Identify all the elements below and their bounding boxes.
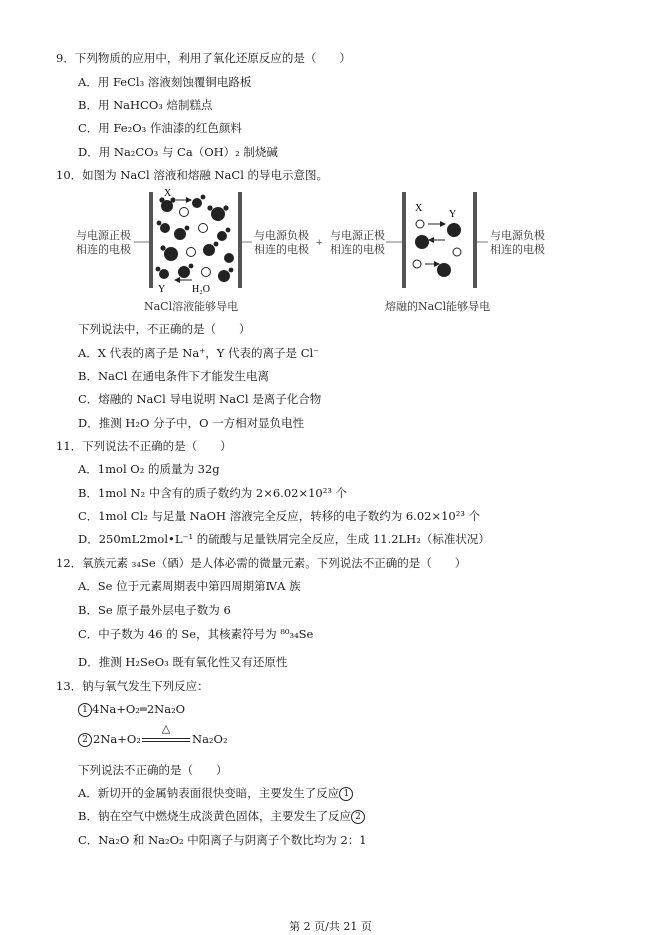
q10-option-d: D．推测 H₂O 分子中，O 一方相对显负电性	[78, 416, 305, 430]
reaction-2-marker: 2	[78, 733, 92, 747]
y-label-left: Y	[158, 284, 166, 294]
electrolysis-diagram	[72, 184, 552, 294]
q10-option-a: A．X 代表的离子是 Na⁺，Y 代表的离子是 Cl⁻	[78, 346, 320, 360]
caption-molten: 熔融的NaCl能够导电	[385, 300, 491, 313]
q12-option-b: B．Se 原子最外层电子数为 6	[78, 603, 231, 617]
q11-option-d: D．250mL2mol•L⁻¹ 的硫酸与足量铁屑完全反应，生成 11.2LH₂（标准状况）	[78, 532, 490, 546]
caption-solution: NaCl溶液能够导电	[144, 300, 239, 313]
left-pos-label-1: 与电源正极	[76, 229, 131, 242]
x-label-left: X	[164, 188, 172, 199]
q11-option-c: C．1mol Cl₂ 与足量 NaOH 溶液完全反应，转移的电子数约为 6.02×10²³ 个	[78, 509, 481, 523]
q11-stem: 11．下列说法不正确的是（ ）	[56, 439, 232, 453]
reaction-2-product: Na₂O₂	[192, 732, 228, 746]
left-neg-label-1: 与电源负极	[254, 229, 309, 242]
q9-option-a: A．用 FeCl₃ 溶液刻蚀覆铜电路板	[78, 75, 252, 89]
y-label-right: Y	[449, 209, 457, 220]
q13-option-c: C．Na₂O 和 Na₂O₂ 中阳离子与阴离子个数比均为 2：1	[78, 833, 367, 847]
q10-sub-stem: 下列说法中，不正确的是（ ）	[78, 322, 251, 336]
q12-option-a: A．Se 位于元素周期表中第四周期第ⅣA 族	[78, 579, 301, 593]
x-label-right: X	[415, 203, 423, 214]
h2o-label: H₂O	[192, 284, 210, 294]
left-anode-plate	[149, 192, 153, 288]
q13-option-a-text: A．新切开的金属钠表面很快变暗，主要发生了反应	[78, 786, 340, 800]
q9-option-c: C．用 Fe₂O₃ 作油漆的红色颜料	[78, 121, 242, 135]
reaction-1-equation: 4Na+O₂═2Na₂O	[92, 702, 186, 716]
reaction-2	[78, 722, 228, 748]
right-neg-label-1: 与电源负极	[490, 229, 545, 242]
left-pos-label-2: 相连的电极	[76, 243, 131, 256]
q10-stem: 10．如图为 NaCl 溶液和熔融 NaCl 的导电示意图。	[56, 168, 329, 182]
q13-sub-stem: 下列说法不正确的是（ ）	[78, 763, 228, 777]
right-pos-label-1: 与电源正极	[330, 229, 385, 242]
reaction-1-marker: 1	[78, 703, 92, 717]
page-footer: 第 2 页/共 21 页	[289, 920, 372, 933]
q13-option-b-text: B．钠在空气中燃烧生成淡黄色固体，主要发生了反应	[78, 809, 351, 823]
q13-option-a-marker: 1	[339, 787, 353, 801]
q11-option-a: A．1mol O₂ 的质量为 32g	[78, 462, 220, 476]
reaction-arrow-line	[142, 738, 190, 739]
left-cathode-plate	[238, 192, 242, 288]
q13-option-a	[78, 786, 353, 801]
q12-option-d: D．推测 H₂SeO₃ 既有氧化性又有还原性	[78, 655, 288, 669]
hydrated-ions	[156, 195, 234, 282]
q10-option-b: B．NaCl 在通电条件下才能发生电离	[78, 369, 270, 383]
svg-text:+: +	[316, 237, 323, 249]
q11-option-b: B．1mol N₂ 中含有的质子数约为 2×6.02×10²³ 个	[78, 486, 348, 500]
conduction-figure	[72, 184, 552, 314]
reaction-2-reactants: 2Na+O₂	[93, 732, 141, 746]
q9-option-d: D．用 Na₂CO₃ 与 Ca（OH）₂ 制烧碱	[78, 145, 278, 159]
q12-stem: 12．氧族元素 ₃₄Se（硒）是人体必需的微量元素。下列说法不正确的是（ ）	[56, 556, 467, 570]
right-neg-label-2: 相连的电极	[490, 243, 545, 256]
q12-option-c: C．中子数为 46 的 Se，其核素符号为 ⁸⁰₃₄Se	[78, 627, 314, 641]
heat-condition: △	[161, 722, 171, 735]
q13-option-b-marker: 2	[351, 810, 365, 824]
right-cathode-plate	[473, 192, 477, 288]
q13-stem: 13．钠与氧气发生下列反应：	[56, 679, 209, 693]
left-neg-label-2: 相连的电极	[254, 243, 309, 256]
q10-option-c: C．熔融的 NaCl 导电说明 NaCl 是离子化合物	[78, 392, 322, 406]
right-pos-label-2: 相连的电极	[330, 243, 385, 256]
reaction-1	[78, 702, 185, 717]
q9-stem: 9．下列物质的应用中，利用了氧化还原反应的是（ ）	[56, 51, 351, 65]
molten-ions	[413, 220, 461, 277]
right-anode-plate	[402, 192, 406, 288]
reaction-arrow-line-2	[142, 741, 190, 742]
q9-option-b: B．用 NaHCO₃ 焙制糕点	[78, 98, 213, 112]
q13-option-b	[78, 809, 365, 824]
